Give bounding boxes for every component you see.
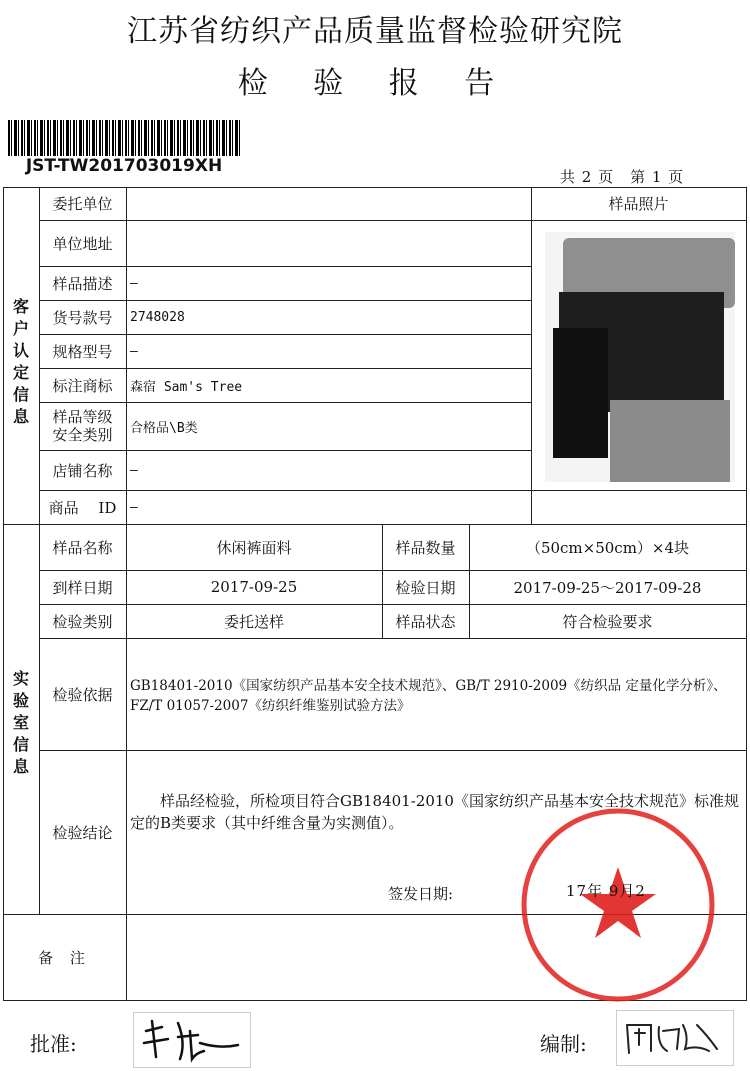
rule (531, 220, 746, 221)
test-date-label: 检验日期 (395, 578, 456, 597)
sample-name-value: 休闲裤面料 (216, 538, 292, 557)
rule (531, 187, 532, 524)
sample-qty-label: 样品数量 (395, 538, 456, 557)
address-value (126, 220, 530, 266)
conclusion-label: 检验结论 (52, 823, 113, 842)
state-value: 符合检验要求 (562, 612, 653, 631)
spec-value: — (130, 343, 138, 359)
state-label: 样品状态 (395, 612, 456, 631)
signature-image (134, 1013, 250, 1067)
sample-photo (545, 232, 735, 482)
fabric-swatch (553, 328, 608, 458)
product-id-label: 商品 ID (48, 498, 117, 517)
rule (39, 638, 746, 639)
remarks-value (126, 914, 530, 1000)
sample-qty-value: （50cm×50cm）×4块 (525, 538, 690, 557)
compiler-signature (616, 1010, 734, 1066)
client-value (126, 187, 530, 220)
rule (3, 187, 4, 1000)
test-date-value: 2017-09-25～2017-09-28 (513, 578, 702, 597)
issue-date: 17年 9月2 (566, 882, 646, 900)
approver-signature (133, 1012, 251, 1068)
client-label: 委托单位 (52, 195, 113, 213)
brand-label: 标注商标 (52, 376, 113, 395)
rule (746, 187, 747, 1000)
category-value: 委托送样 (223, 612, 284, 631)
arrival-label: 到样日期 (52, 578, 113, 597)
signature-image (617, 1011, 733, 1065)
item-number-value: 2748028 (130, 309, 185, 325)
institute-title: 江苏省纺织产品质量监督检验研究院 (127, 14, 623, 49)
barcode (8, 120, 240, 156)
store-value: — (130, 462, 138, 478)
approve-label: 批准: (30, 1032, 77, 1056)
rule (39, 750, 746, 751)
sample-desc-label: 样品描述 (52, 274, 113, 293)
store-label: 店铺名称 (52, 461, 113, 480)
report-title: 检 验 报 告 (237, 66, 513, 101)
issue-label: 签发日期: (388, 885, 454, 903)
lab-section-title: 实 验 室 信 息 (12, 669, 29, 776)
basis-label: 检验依据 (52, 685, 113, 704)
barcode-text: JST-TW201703019XH (25, 156, 223, 176)
conclusion-value: 样品经检验，所检项目符合GB18401-2010《国家纺织产品基本安全技术规范》标准规定的B类要求（其中纤维含量为实测值）。 (130, 792, 739, 832)
sample-desc-value: — (130, 275, 138, 291)
page-info: 共 2 页 第 1 页 (560, 168, 685, 186)
sample-name-label: 样品名称 (52, 538, 113, 557)
arrival-value: 2017-09-25 (210, 578, 298, 596)
address-label: 单位地址 (52, 234, 113, 253)
compile-label: 编制: (540, 1032, 587, 1056)
remarks-label: 备 注 (38, 948, 91, 967)
basis-value: GB18401-2010《国家纺织产品基本安全技术规范》、GB/T 2910-2009《纺织品 定量化学分析》、FZ/T 01057-2007《纺织纤维鉴别试验方法》 (130, 678, 727, 714)
grade-value: 合格品\B类 (130, 420, 198, 436)
spec-label: 规格型号 (52, 342, 113, 361)
category-label: 检验类别 (52, 612, 113, 631)
item-number-label: 货号款号 (52, 308, 113, 327)
photo-label: 样品照片 (608, 195, 669, 213)
fabric-swatch (610, 400, 730, 482)
official-stamp (518, 805, 718, 1005)
grade-label: 样品等级 安全类别 (52, 408, 113, 444)
customer-section-title: 客 户 认 定 信 息 (12, 297, 29, 426)
product-id-value: — (130, 499, 138, 515)
brand-value: 森宿 Sam's Tree (130, 379, 243, 395)
